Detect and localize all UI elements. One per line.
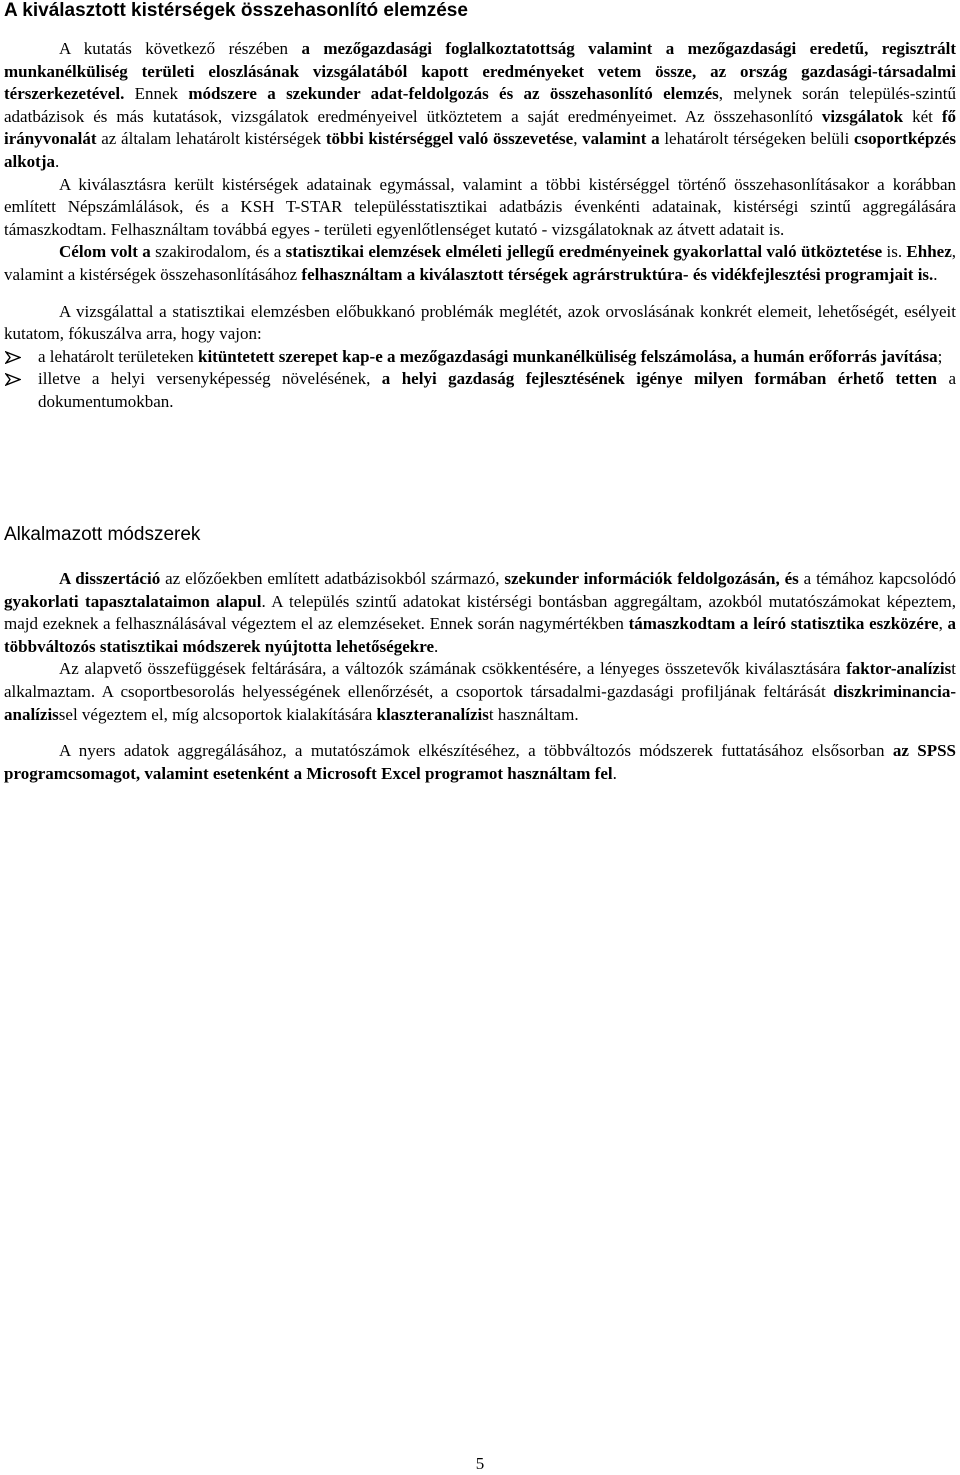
paragraph-intro: A kutatás következő részében a mezőgazdasági foglalkoztatottság valamint a mezőgazdasági eredetű, regisztrált munkanélküliség területi eloszlásának vizsgálatából kapott eredményeket vetem össze, az ország gazdasági-társadalmi térszerkezetével. Ennek módszere a szekunder adat-feldolgozás és az összehasonlító elemzés, melynek során település-szintű adatbázisok és más kutatások, vizsgálatok eredményeivel ütköztetem a saját eredményeimet. Az összehasonlító vizsgálatok két fő irányvonalát az általam lehatárolt kistérségek többi kistérséggel való összevetése, valamint a lehatárolt térségeken belüli csoportképzés alkotja. [4, 39, 956, 171]
paragraph-dissertation: A disszertáció az előzőekben említett adatbázisokból származó, szekunder információk feldolgozásán, és a témához kapcsolódó gyakorlati tapasztalataimon alapul. A település szintű adatokat kistérségi bontásban aggregáltam, azokból mutatószámokat képeztem, majd ezeknek a felhasználásával végeztem el az elemzéseket. Ennek során nagymértékben támaszkodtam a leíró statisztika eszközére, a többváltozós statisztikai módszerek nyújtotta lehetőségekre. [4, 569, 957, 656]
list-item: a lehatárolt területeken kitüntetett szerepet kap-e a mezőgazdasági munkanélküliség felszámolása, a humán erőforrás javítása; [4, 346, 956, 369]
page-number: 5 [475, 1454, 485, 1473]
section-1-body [4, 38, 956, 414]
question-list [4, 346, 956, 414]
paragraph-software: A nyers adatok aggregálásához, a mutatószámok elkészítéséhez, a többváltozós módszerek futtatásához elsősorban az SPSS programcsomagot, valamint esetenként a Microsoft Excel programot használtam fel. [4, 741, 956, 783]
section-2-body [4, 568, 956, 785]
list-item: illetve a helyi versenyképesség növelésének, a helyi gazdaság fejlesztésének igénye milyen formában érhető tetten a dokumentumokban. [4, 368, 956, 413]
paragraph-goal: Célom volt a szakirodalom, és a statisztikai elemzések elméleti jellegű eredményeinek gyakorlattal való ütköztetése is. Ehhez, valamint a kistérségek összehasonlításához felhasználtam a kiválasztott térségek agrárstruktúra- és vidékfejlesztési programjait is.. [4, 242, 957, 284]
paragraph-selection: A kiválasztásra került kistérségek adatainak egymással, valamint a többi kistérséggel történő összehasonlításakor a korábban említett Népszámlálások, és a KSH T-STAR településstatisztikai adatbázis évenkénti adatainak, kistérségi szintű aggregálására támaszkodtam. Felhasználtam továbbá egyes - területi egyenlőtlenséget kutató - vizsgálatoknak az átvett adatait is. [4, 174, 956, 239]
section-heading-methods: Alkalmazott módszerek [4, 524, 201, 545]
section-heading-comparative-analysis: A kiválasztott kistérségek összehasonlító elemzése [4, 0, 468, 21]
arrowhead-bullet-icon [5, 351, 21, 364]
arrowhead-bullet-icon [5, 373, 21, 386]
paragraph-research-question: A vizsgálattal a statisztikai elemzésben előbukkanó problémák meglétét, azok orvoslásának konkrét elemeit, lehetőségét, esélyeit kutatom, fókuszálva arra, hogy vajon: [4, 301, 956, 344]
paragraph-analysis-methods: Az alapvető összefüggések feltárására, a változók számának csökkentésére, a lényeges összetevők kiválasztására faktor-analízist alkalmaztam. A csoportbesorolás helyességének ellenőrzését, a csoportok társadalmi-gazdasági profiljának feltárását diszkriminancia-analízissel végeztem el, míg alcsoportok kialakítására klaszteranalízist használtam. [4, 659, 956, 724]
